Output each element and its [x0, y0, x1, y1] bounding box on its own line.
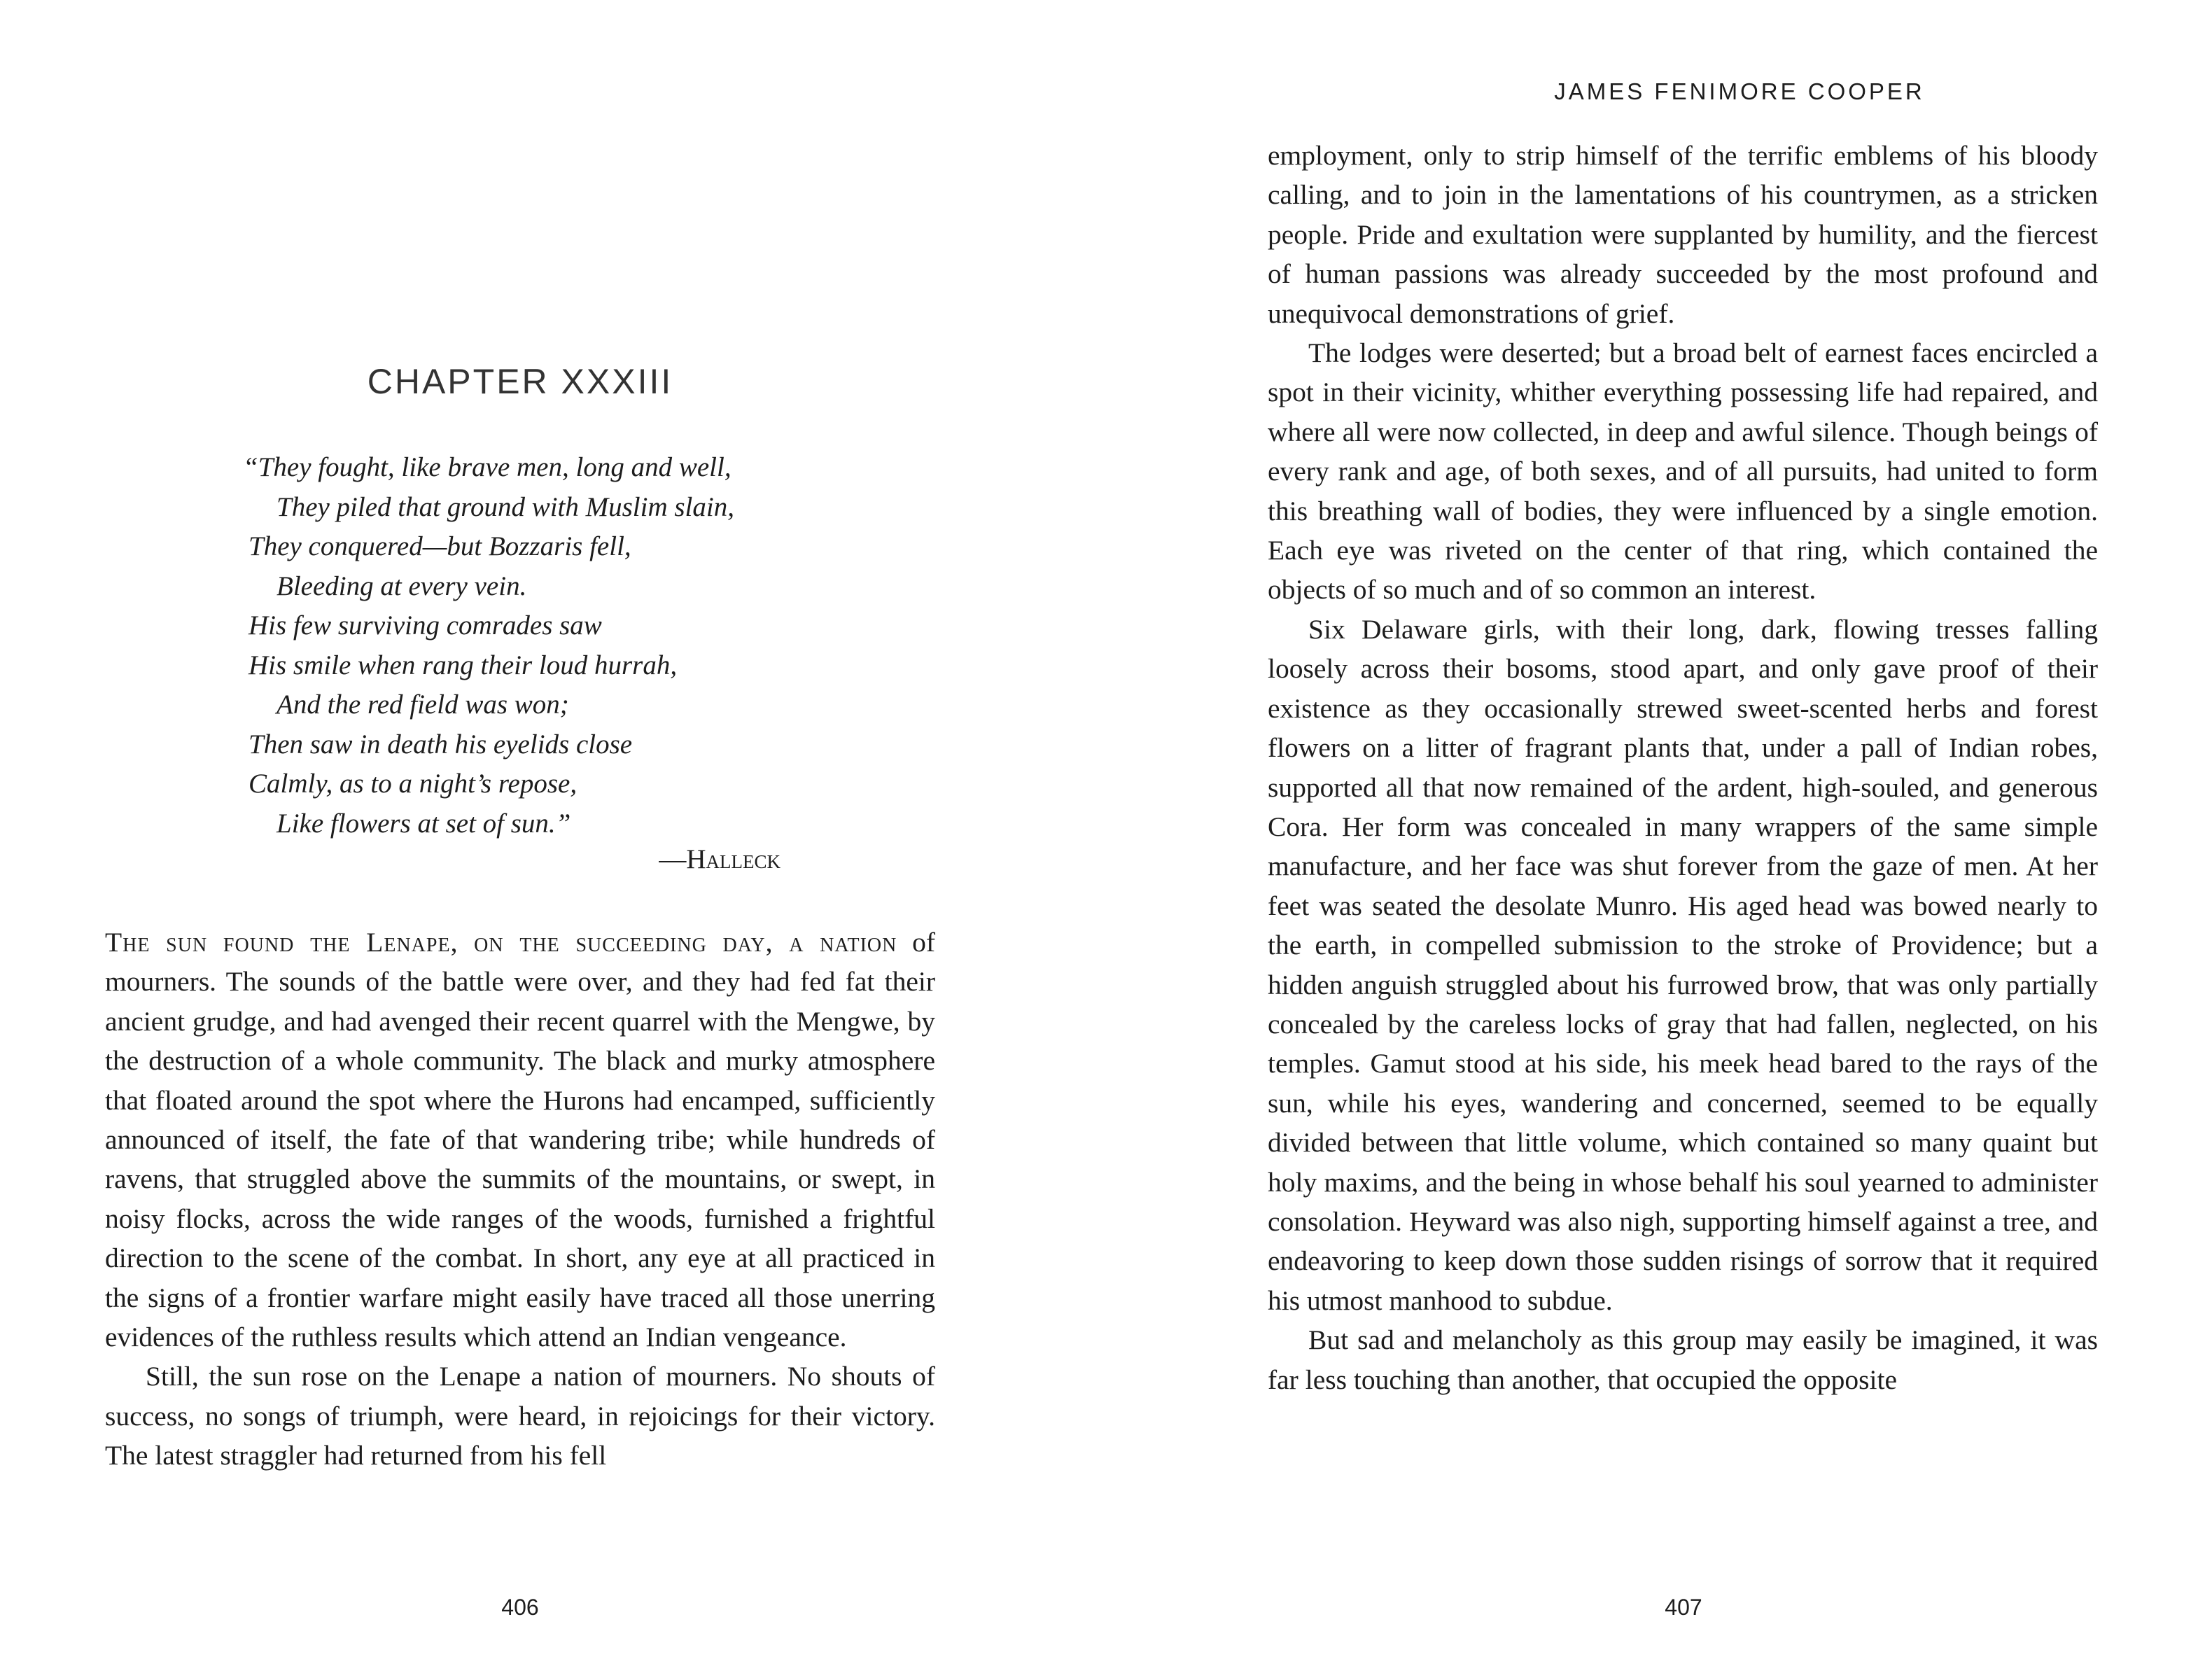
epigraph-line: Calmly, as to a night’s repose,	[248, 769, 578, 799]
epigraph-line: And the red field was won;	[276, 690, 569, 720]
epigraph-line: They conquered—but Bozzaris fell,	[248, 531, 631, 561]
paragraph	[105, 923, 935, 1357]
chapter-title: CHAPTER XXXIII	[367, 361, 673, 401]
epigraph-line: They piled that ground with Muslim slain,	[276, 491, 734, 522]
epigraph-line: Like flowers at set of sun.”	[276, 808, 571, 839]
paragraph: Six Delaware girls, with their long, dark, flowing tresses falling loosely across their bosoms, stood apart, and only gave proof of their existence as they occasionally strewed sweet-scented herbs and forest flowers on a litter of fragrant plants that, under a pall of Indian robes, supported all that now remained of the ardent, high-souled, and generous Cora. Her form was concealed in many wrappers of the same simple manufacture, and her face was shut forever from the gaze of men. At her feet was seated the desolate Munro. His aged head was bowed nearly to the earth, in compelled submission to the stroke of Providence; but a hidden anguish struggled about his furrowed brow, that was only partially concealed by the careless locks of gray that had fallen, neglected, on his temples. Gamut stood at his side, his meek head bared to the rays of the sun, while his eyes, wandering and concerned, seemed to be equally divided between that little volume, which contained so many quaint but holy maxims, and the being in whose behalf his soul yearned to administer consolation. Heyward was also nigh, supporting himself against a tree, and endeavoring to keep down those sudden risings of sorrow that it required his utmost manhood to subdue.	[1268, 613, 2098, 1316]
paragraph: employment, only to strip himself of the terrific emblems of his bloody calling, and to join in the lamentations of his countrymen, as a stricken people. Pride and exultation were supplanted by humility, and the fiercest of human passions was already succeeded by the most profound and unequivocal demonstrations of grief.	[1268, 140, 2098, 329]
paragraph: Still, the sun rose on the Lenape a nation of mourners. No shouts of success, no songs of triumph, were heard, in rejoicings for their victory. The latest straggler had returned from his fell	[105, 1361, 935, 1471]
opening-small-caps: The sun found the Lenape, on the succeeding day, a nation	[105, 927, 897, 958]
epigraph-line: Bleeding at every vein.	[276, 570, 527, 601]
paragraph: The lodges were deserted; but a broad belt of earnest faces encircled a spot in their vicinity, whither everything possessing life had repaired, and where all were now collected, in deep and awful silence. Though beings of every rank and age, of both sexes, and of all pursuits, had united to form this breathing wall of bodies, they were influenced by a single emotion. Each eye was riveted on the center of that ring, which contained the objects of so much and of so common an interest.	[1268, 337, 2098, 606]
page-number: 407	[1665, 1595, 1702, 1620]
epigraph-line: His few surviving comrades saw	[248, 610, 602, 640]
epigraph-attribution: —Halleck	[659, 844, 780, 874]
paragraph-text: of mourners. The sounds of the battle were over, and they had fed fat their ancient grudge, and had avenged their recent quarrel with the Mengwe, by the destruction of a whole community. The black and murky atmosphere that floated around the spot where the Hurons had encamped, sufficiently announced of itself, the fate of that wandering tribe; while hundreds of ravens, that struggled above the summits of the mountains, or swept, in noisy flocks, across the wide ranges of the woods, furnished a frightful direction to the scene of the combat. In short, any eye at all practiced in the signs of a frontier warfare might easily have traced all those unerring evidences of the ruthless results which attend an Indian vengeance.	[105, 927, 935, 1353]
epigraph	[243, 448, 780, 844]
right-body-text	[1268, 136, 2098, 1399]
epigraph-line: Then saw in death his eyelids close	[248, 729, 633, 760]
epigraph-line: His smile when rang their loud hurrah,	[248, 650, 678, 680]
paragraph: But sad and melancholy as this group may easily be imagined, it was far less touching than another, that occupied the opposite	[1268, 1324, 2098, 1395]
left-page	[0, 0, 1102, 1680]
page-number: 406	[501, 1595, 539, 1620]
running-head: JAMES FENIMORE COOPER	[1554, 78, 1925, 104]
epigraph-line: “They fought, like brave men, long and well,	[243, 452, 732, 482]
left-body-text	[105, 923, 935, 1476]
